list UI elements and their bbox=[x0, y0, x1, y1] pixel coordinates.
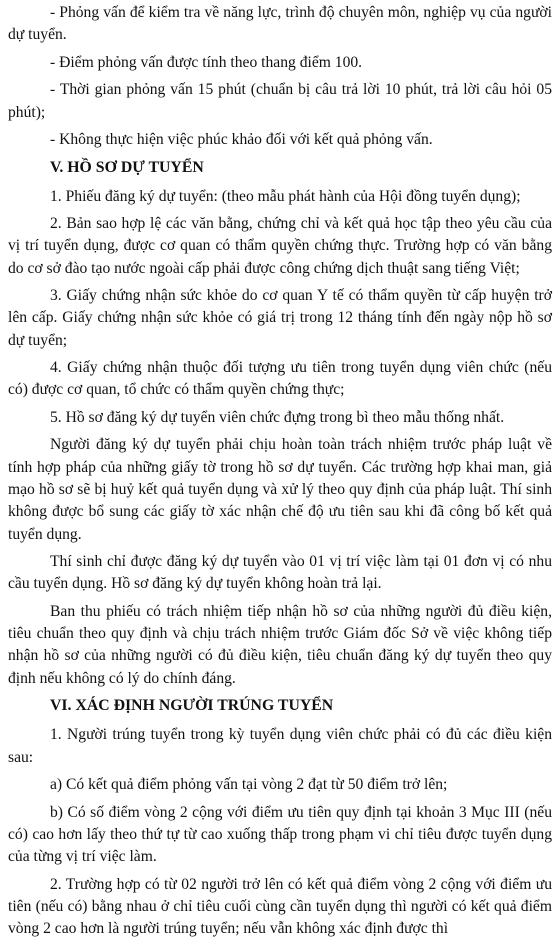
legal-responsibility-paragraph: Người đăng ký dự tuyển phải chịu hoàn toàn trách nhiệm trước pháp luật về tính hợp pháp của những giấy tờ trong hồ sơ dự tuyển. Các trường hợp khai man, giả mạo hồ sơ sẽ bị huỷ kết quả tuyển dụng và xử lý theo quy định của pháp luật. Thí sinh không được bổ sung các giấy tờ xác nhận chế độ ưu tiên sau khi đã công bố kết quả tuyển dụng. bbox=[8, 436, 552, 543]
priority-certificate-paragraph: 4. Giấy chứng nhận thuộc đối tượng ưu tiên trong tuyển dụng viên chức (nếu có) được cơ quan, tổ chức có thẩm quyền chứng thực; bbox=[8, 359, 552, 399]
health-certificate-paragraph: 3. Giấy chứng nhận sức khỏe do cơ quan Y tế có thẩm quyền từ cấp huyện trở lên cấp. Giấy chứng nhận sức khỏe có giá trị trong 12 tháng tính đến ngày nộp hồ sơ dự tuyển; bbox=[8, 287, 552, 349]
condition-a-paragraph: a) Có kết quả điểm phỏng vấn tại vòng 2 đạt từ 50 điểm trở lên; bbox=[50, 776, 448, 794]
winner-conditions-paragraph: 1. Người trúng tuyển trong kỳ tuyển dụng viên chức phải có đủ các điều kiện sau: bbox=[8, 726, 552, 766]
interview-purpose-paragraph: - Phỏng vấn để kiểm tra về năng lực, trình độ chuyên môn, nghiệp vụ của người dự tuyển. bbox=[8, 4, 552, 44]
interview-duration-paragraph: - Thời gian phỏng vấn 15 phút (chuẩn bị câu trả lời 10 phút, trả lời câu hỏi 05 phút); bbox=[8, 81, 552, 121]
condition-b-paragraph: b) Có số điểm vòng 2 cộng với điểm ưu tiên quy định tại khoản 3 Mục III (nếu có) cao hơn lấy theo thứ tự từ cao xuống thấp trong phạm vi chỉ tiêu được tuyển dụng của từng vị trí việc làm. bbox=[8, 803, 552, 866]
section-6-heading: VI. XÁC ĐỊNH NGƯỜI TRÚNG TUYỂN bbox=[50, 697, 334, 715]
interview-score-scale-paragraph: - Điểm phỏng vấn được tính theo thang điểm 100. bbox=[50, 53, 363, 71]
tie-break-paragraph: 2. Trường hợp có từ 02 người trở lên có kết quả điểm vòng 2 cộng với điểm ưu tiên (nếu có) bằng nhau ở chỉ tiêu cuối cùng cần tuyển dụng thì người có kết quả điểm vòng 2 cao hơn là người trúng tuyển; nếu vẫn không xác định được thì bbox=[8, 875, 552, 938]
section-5-heading: V. HỒ SƠ DỰ TUYỂN bbox=[50, 158, 204, 176]
single-position-paragraph: Thí sinh chỉ được đăng ký dự tuyển vào 01 vị trí việc làm tại 01 đơn vị có nhu cầu tuyển dụng. Hồ sơ đăng ký dự tuyển không hoàn trả lại. bbox=[8, 553, 552, 593]
certificates-paragraph: 2. Bản sao hợp lệ các văn bằng, chứng chỉ và kết quả học tập theo yêu cầu của vị trí tuyển dụng, được cơ quan có thẩm quyền chứng thực. Trường hợp có văn bằng do cơ sở đào tạo nước ngoài cấp phải được công chứng dịch thuật sang tiếng Việt; bbox=[8, 215, 552, 277]
envelope-paragraph: 5. Hồ sơ đăng ký dự tuyển viên chức đựng trong bì theo mẫu thống nhất. bbox=[50, 408, 505, 426]
receiving-board-paragraph: Ban thu phiếu có trách nhiệm tiếp nhận hồ sơ của những người đủ điều kiện, tiêu chuẩn theo quy định và chịu trách nhiệm trước Giám đốc Sở về việc không tiếp nhận hồ sơ của những người có đủ điều kiện, tiêu chuẩn đăng ký dự tuyển theo quy định nếu không có lý do chính đáng. bbox=[8, 602, 552, 687]
no-review-paragraph: - Không thực hiện việc phúc khảo đối với kết quả phỏng vấn. bbox=[50, 131, 433, 149]
application-form-paragraph: 1. Phiếu đăng ký dự tuyển: (theo mẫu phát hành của Hội đồng tuyển dụng); bbox=[50, 187, 521, 205]
